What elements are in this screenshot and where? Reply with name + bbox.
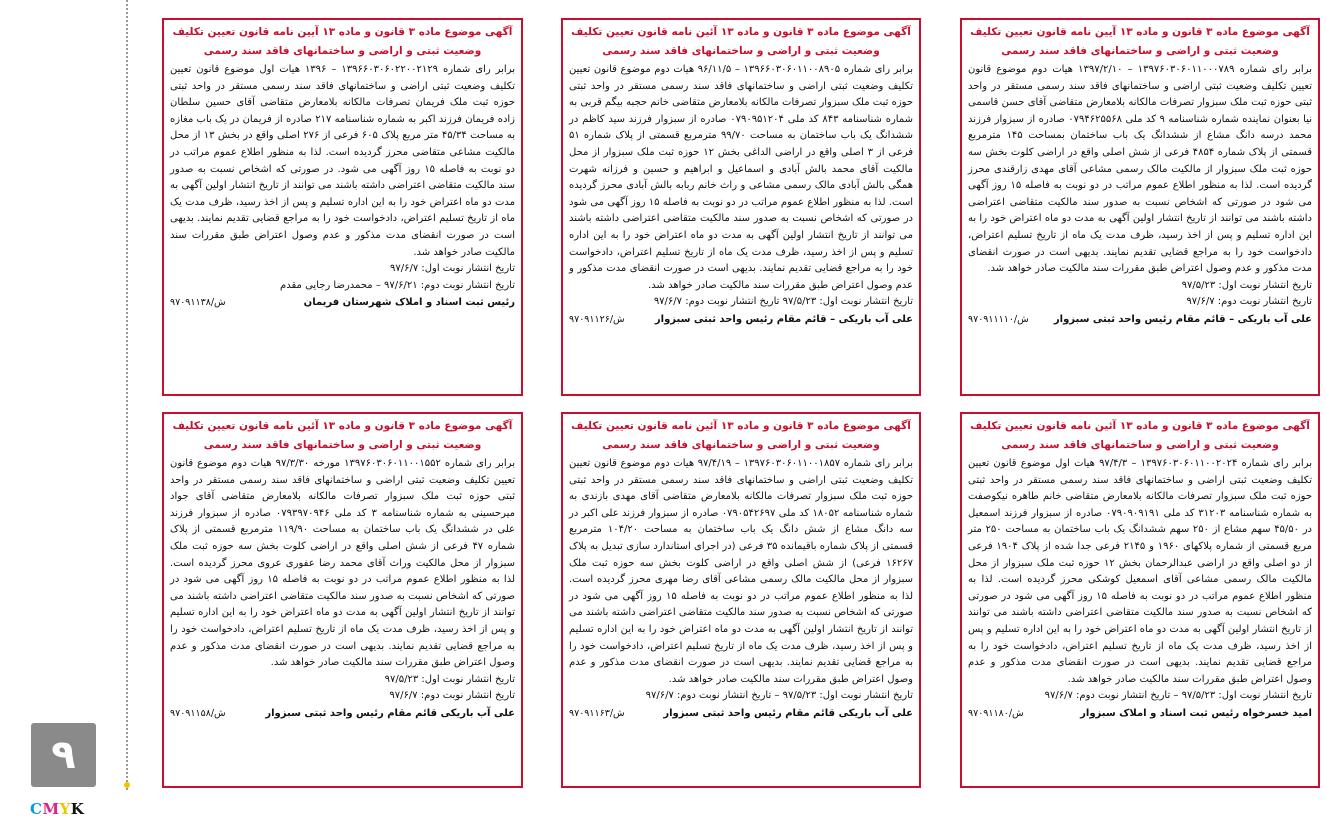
notice-body: برابر رای شماره ۱۳۹۷۶۰۳۰۶۰۱۱۰۰۲۰۲۴ – ۹۷/۴/۳ هیات اول موضوع قانون تعیین تکلیف وضعیت ثبتی اراضی و ساختمانهای فاقد سند رسمی مستقر در واحد ثبتی حوزه ثبت ملک سبزوار تصرفات مالکانه بلامعارض متقاضی خانم طاهره نیکوصفت به شماره شناسنامه ۳۱۲۰۳ کد ملی ۰۷۹۰۹۰۹۱۹۱ صادره از سبزوار فرزند اسمعیل در ۴۵/۵۰ سهم مشاع از ۲۵۰ سهم ششدانگ یک باب ساختمان به مساحت ۲۵۰ متر مربع قسمتی از شماره پلاکهای ۱۹۶۰ و ۲۱۴۵ فرعی جدا شده از پلاک ۱۹۰۴ فرعی از دو اصلی واقع در اراضی عبدالرحمان بخش ۱۲ حوزه ثبت ملک سبزوار از محل مالکیت مالک رسمی مشاعی آقای اسمعیل کوشکی محرز گردیده است. لذا به منظور اطلاع عموم مراتب در دو نوبت به فاصله ۱۵ روز آگهی می شود در صورتی که اشخاص نسبت به صدور سند مالکیت متقاضی اعتراضی داشته باشند می توانند از تاریخ انتشار اولین آگهی به مدت دو ماه اعتراض خود را به این اداره تسلیم و پس از اخذ رسید، ظرف مدت یک ماه از تاریخ تسلیم اعتراض، دادخواست خود را به مراجع قضایی تقدیم نمایند. بدیهی است در صورت انقضای مدت مذکور و عدم وصول اعتراض طبق مقررات سند مالکیت صادر خواهد شد. [968, 458, 1313, 685]
publication-date-second: تاریخ انتشار نوبت دوم: ۹۷/۶/۷ [1186, 296, 1312, 308]
publication-date-first: تاریخ انتشار نوبت اول: ۹۷/۵/۲۳ [1181, 279, 1312, 291]
notice-code: ۹۷۰۹۱۱۳۸/ش [170, 297, 226, 309]
fold-guide-line [126, 0, 128, 790]
notice-body: برابر رای شماره ۱۳۹۷۶۰۳۰۶۰۱۱۰۰۰۷۸۹ – ۱۳۹۷/۲/۱۰ هیات دوم موضوع قانون تعیین تکلیف وضعیت ثبتی اراضی و ساختمانهای فاقد سند رسمی مستقر در واحد ثبتی حوزه ثبت ملک سبزوار تصرفات مالکانه بلامعارض متقاضی آقای حسن قاسمی نیا بعنوان نماینده شماره شناسنامه ۹ کد ملی ۰۷۹۴۶۲۵۵۶۸ صادره از سبزوار فرزند محمد درسه دانگ مشاع از ششدانگ یک باب ساختمان بمساحت ۱۴۵ مترمربع قسمتی از پلاک شماره ۴۸۵۴ فرعی از شش اصلی واقع در اراضی کلوت بخش سه حوزه ثبت ملک سبزوار از مالکیت مالک رسمی مشاعی آقای مهدی زارقندی محرز گردیده است. لذا به منظور اطلاع عموم مراتب در دو نوبت به فاصله ۱۵ روز آگهی می شود در صورتی که اشخاص نسبت به صدور سند مالکیت متقاضی اعتراضی داشته باشند می توانند از تاریخ انتشار اولین آگهی به مدت دو ماه اعتراض خود را به این اداره تسلیم و پس از اخذ رسید، ظرف مدت یک ماه از تاریخ تسلیم اعتراض، دادخواست خود را به مراجع قضایی تقدیم نمایند. بدیهی است در صورت انقضای مدت مذکور و عدم وصول اعتراض طبق مقررات سند مالکیت صادر خواهد شد. [968, 64, 1313, 275]
cmyk-color-bar: CMYK [30, 800, 85, 818]
notice-code: ۹۷۰۹۱۱۸۰/ش [968, 707, 1024, 719]
notice-signature: علی آب باریکی – قائم مقام رئیس واحد ثبتی سبزوار [654, 313, 913, 325]
notice-body: برابر رای شماره ۱۳۹۷۶۰۳۰۶۰۱۱۰۰۱۵۵۲ مورخه ۹۷/۳/۳۰ هیات دوم موضوع قانون تعیین تکلیف وضعیت ثبتی اراضی و ساختمانهای فاقد سند رسمی مستقر در واحد ثبتی حوزه ثبت ملک سبزوار تصرفات مالکانه بلامعارض متقاضی آقای جواد میرحسینی به شماره شناسنامه ۳ کد ملی ۰۷۹۳۹۷۰۹۴۶ صادره از سبزوار فرزند علی در ششدانگ یک باب ساختمان به مساحت ۱۱۹/۹۰ مترمربع قسمتی از پلاک شماره ۴۷ فرعی از شش اصلی واقع در اراضی کلوت بخش سه حوزه ثبت ملک سبزوار از محل مالکیت وراث آقای محمد رضا عفوری عروی محرز گردیده است. لذا به منظور اطلاع عموم مراتب در دو نوبت به فاصله ۱۵ روز آگهی می شود در صورتی که اشخاص نسبت به صدور سند مالکیت متقاضی اعتراضی داشته باشند می توانند از تاریخ انتشار اولین آگهی به مدت دو ماه اعتراض خود را به این اداره تسلیم و پس از اخذ رسید، ظرف مدت یک ماه از تاریخ تسلیم اعتراض، دادخواست خود را به مراجع قضایی تقدیم نمایند. بدیهی است در صورت انقضای مدت مذکور و عدم وصول اعتراض طبق مقررات سند مالکیت صادر خواهد شد. [170, 458, 515, 669]
notice-body: برابر رای شماره ۱۳۹۶۶۰۳۰۶۰۱۱۰۰۸۹۰۵ – ۹۶/۱۱/۵ هیات دوم موضوع قانون تعیین تکلیف وضعیت ثبتی اراضی و ساختمانهای فاقد سند رسمی مستقر در واحد ثبتی حوزه ثبت ملک سبزوار تصرفات مالکانه بلامعارض متقاضی خانم حجبه بیگم قربی به شماره شناسنامه ۸۴۳ کد ملی ۰۷۹۰۹۵۱۲۰۴ صادره از سبزوار فرزند سید کاظم در ششدانگ یک باب ساختمان به مساحت ۹۹/۷۰ مترمربع قسمتی از پلاک شماره ۵۱ فرعی از ۳ اصلی واقع در اراضی الداغی بخش ۱۲ حوزه ثبت ملک سبزوار از محل مالکیت آقای محمد بالش آبادی و اسماعیل و ابراهیم و حسین و فرزانه شهرت همگی بالش آبادی مالک رسمی مشاعی و راث خانم ربابه بالش آبادی محرز گردیده است. لذا به منظور اطلاع عموم مراتب در دو نوبت به فاصله ۱۵ روز آگهی می شود در صورتی که اشخاص نسبت به صدور سند مالکیت متقاضی اعتراضی داشته باشند می توانند از تاریخ انتشار اولین آگهی به مدت دو ماه اعتراض خود را به این اداره تسلیم و پس از اخذ رسید، ظرف مدت یک ماه از تاریخ تسلیم اعتراض، دادخواست خود را به مراجع قضایی تقدیم نمایند. بدیهی است در صورت انقضای مدت مذکور و عدم وصول اعتراض طبق مقررات سند مالکیت صادر خواهد شد. [569, 64, 914, 291]
notice-signature: امید خسرخواه رئیس ثبت اسناد و املاک سبزوار [1080, 707, 1312, 719]
notice-code: ۹۷۰۹۱۱۶۳/ش [569, 707, 625, 719]
notice-signature: علی آب باریکی قائم مقام رئیس واحد ثبتی سبزوار [663, 707, 913, 719]
notice-code: ۹۷۰۹۱۱۲۶/ش [569, 313, 625, 325]
notice-title: آگهی موضوع ماده ۳ قانون و ماده ۱۳ آئین نامه قانون تعیین تکلیف [571, 420, 911, 432]
notice-card [561, 412, 921, 788]
notice-signature: علی آب باریکی قائم مقام رئیس واحد ثبتی سبزوار [265, 707, 515, 719]
notice-body: برابر رای شماره ۱۳۹۶۶۰۳۰۶۰۲۲۰۰۲۱۲۹ – ۱۳۹۶ هیات اول موضوع قانون تعیین تکلیف وضعیت ثبتی اراضی و ساختمانهای فاقد سند رسمی مستقر در واحد ثبتی حوزه ثبت ملک فریمان تصرفات مالکانه بلامعارض متقاضی آقای حسین سلطان زاده فریمان فرزند اکبر به شماره شناسنامه ۲۱۷ صادره از فریمان در یک باب مغازه به مساحت ۴۵/۳۴ متر مربع پلاک ۶۰۵ فرعی از ۲۷۶ اصلی واقع در بخش ۱۳ از محل مالکیت مشاعی متقاضی محرز گردیده است. لذا به منظور اطلاع عموم مراتب در دو نوبت به فاصله ۱۵ روز آگهی می شود. در صورتی که اشخاص نسبت به صدور سند مالکیت متقاضی اعتراضی داشته باشند می توانند از تاریخ انتشار اولین آگهی به مدت دو ماه اعتراض خود را به این اداره تسلیم و پس از اخذ رسید، ظرف مدت یک ماه از تاریخ تسلیم اعتراض، دادخواست خود را به مراجع قضایی تقدیم نمایند. بدیهی است در صورت انقضای مدت مذکور و عدم وصول اعتراض طبق مقررات سند مالکیت صادر خواهد شد. [170, 64, 516, 258]
publication-date-second: تاریخ انتشار نوبت دوم: ۹۷/۶/۲۱ – محمدرضا رجایی مقدم [280, 279, 515, 291]
notice-subtitle: وضعیت ثبتی و اراضی و ساختمانهای فاقد سند رسمی [602, 439, 880, 451]
notice-subtitle: وضعیت ثبتی و اراضی و ساختمانهای فاقد سند رسمی [203, 45, 482, 57]
publication-dates: تاریخ انتشار نوبت اول: ۹۷/۵/۲۳ تاریخ انتشار نوبت دوم: ۹۷/۶/۷ [653, 296, 913, 308]
notice-card [561, 18, 921, 396]
publication-dates: تاریخ انتشار نوبت اول: ۹۷/۵/۲۳ – تاریخ انتشار نوبت دوم: ۹۷/۶/۷ [645, 690, 913, 702]
notice-subtitle: وضعیت ثبتی و اراضی و ساختمانهای فاقد سند رسمی [1001, 439, 1279, 451]
notice-subtitle: وضعیت ثبتی و اراضی و ساختمانهای فاقد سند رسمی [1001, 45, 1279, 57]
page-number: ۹ [31, 723, 96, 787]
registration-mark [124, 782, 130, 788]
publication-date-first: تاریخ انتشار نوبت اول: ۹۷/۵/۲۳ [384, 673, 515, 685]
publication-dates: تاریخ انتشار نوبت اول: ۹۷/۵/۲۳ – تاریخ انتشار نوبت دوم: ۹۷/۶/۷ [1044, 690, 1312, 702]
notice-body: برابر رای شماره ۱۳۹۷۶۰۳۰۶۰۱۱۰۰۱۸۵۷ – ۹۷/۴/۱۹ هیات دوم موضوع قانون تعیین تکلیف وضعیت ثبتی اراضی و ساختمانهای فاقد سند رسمی مستقر در واحد ثبتی حوزه ثبت ملک سبزوار تصرفات مالکانه بلامعارض متقاضی آقای مهدی بازندی به شماره شناسنامه ۱۸۰۵۲ کد ملی ۰۷۹۰۵۴۲۶۹۷ صادره از سبزوار فرزند علی اکبر در سه دانگ مشاع از شش دانگ یک باب ساختمان به مساحت ۱۰۴/۲۰ مترمربع قسمتی از پلاک شماره باقیمانده ۳۵ فرعی (در اجرای استاندارد سازی تبدیل به پلاک ۱۶۲۶۷ فرعی) از شش اصلی واقع در اراضی کلوت بخش سه حوزه ثبت ملک سبزوار از محل مالکیت مالک رسمی مشاعی آقای رضا مهری محرز گردیده است. لذا به منظور اطلاع عموم مراتب در دو نوبت به فاصله ۱۵ روز آگهی می شود در صورتی که اشخاص نسبت به صدور سند مالکیت متقاضی اعتراضی داشته باشند می توانند از تاریخ انتشار اولین آگهی به مدت دو ماه اعتراض خود را به این اداره تسلیم و پس از اخذ رسید، ظرف مدت یک ماه از تاریخ تسلیم اعتراض، دادخواست خود را به مراجع قضایی تقدیم نمایند. بدیهی است در صورت انقضای مدت مذکور و عدم وصول اعتراض طبق مقررات سند مالکیت صادر خواهد شد. [569, 458, 914, 685]
notice-subtitle: وضعیت ثبتی و اراضی و ساختمانهای فاقد سند رسمی [602, 45, 880, 57]
notice-card [162, 18, 523, 396]
notice-card [960, 412, 1320, 788]
notice-signature: علی آب باریکی – قائم مقام رئیس واحد ثبتی سبزوار [1053, 313, 1312, 325]
publication-date-first: تاریخ انتشار نوبت اول: ۹۷/۶/۷ [389, 263, 515, 275]
notice-signature: رئیس ثبت اسناد و املاک شهرستان فریمان [303, 297, 515, 309]
notice-card [960, 18, 1320, 396]
notice-code: ۹۷۰۹۱۱۱۱۰/ش [968, 313, 1029, 325]
notice-title: آگهی موضوع ماده ۳ قانون و ماده ۱۳ آیین نامه قانون تعیین تکلیف [172, 26, 513, 38]
notice-title: آگهی موضوع ماده ۳ قانون و ماده ۱۳ آئین نامه قانون تعیین تکلیف [172, 420, 513, 432]
notice-card [162, 412, 523, 788]
notice-title: آگهی موضوع ماده ۳ قانون و ماده ۱۳ آئین نامه قانون تعیین تکلیف [970, 420, 1310, 432]
notice-subtitle: وضعیت ثبتی و اراضی و ساختمانهای فاقد سند رسمی [203, 439, 482, 451]
publication-date-second: تاریخ انتشار نوبت دوم: ۹۷/۶/۷ [389, 690, 515, 702]
notice-title: آگهی موضوع ماده ۳ قانون و ماده ۱۳ آیین نامه قانون تعیین تکلیف [970, 26, 1310, 38]
notice-code: ۹۷۰۹۱۱۵۸/ش [170, 707, 226, 719]
notice-title: آگهی موضوع ماده ۳ قانون و ماده ۱۳ آئین نامه قانون تعیین تکلیف [571, 26, 911, 38]
